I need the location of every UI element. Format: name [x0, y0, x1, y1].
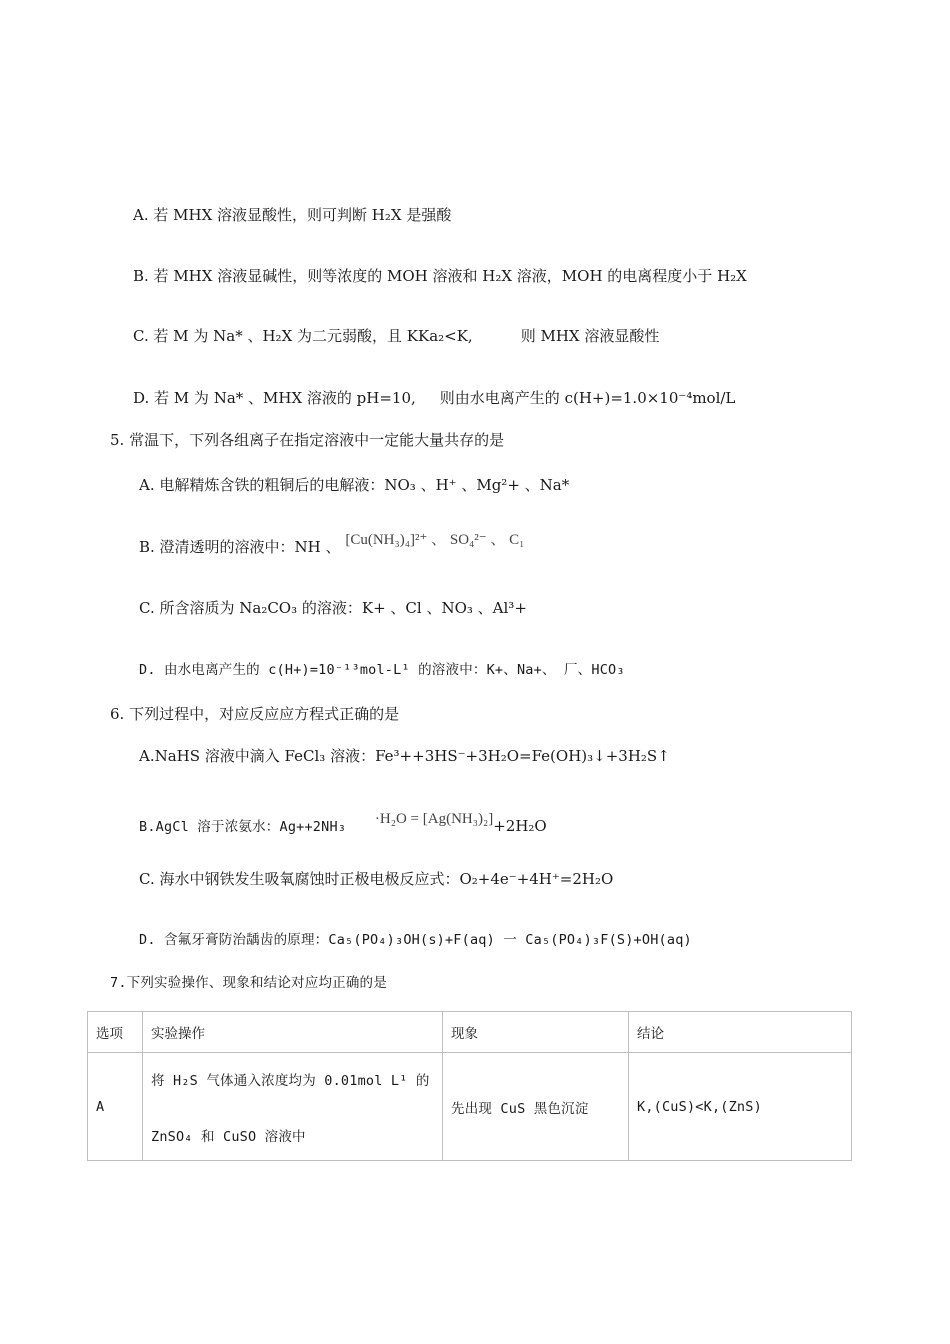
q6-option-b-suffix: +2H₂O: [493, 817, 547, 835]
q4-option-b: B. 若 MHX 溶液显碱性，则等浓度的 MOH 溶液和 H₂X 溶液，MOH 的电离程度小于 H₂X: [133, 267, 747, 285]
row-a-phenomenon: 先出现 CuS 黑色沉淀: [443, 1053, 629, 1161]
row-a-operation-line2: ZnSO₄ 和 CuSO 溶液中: [151, 1128, 306, 1145]
q4-option-c-part2: 则 MHX 溶液显酸性: [520, 327, 660, 345]
q6-option-c: C. 海水中钢铁发生吸氧腐蚀时正极电极反应式：O₂+4e⁻+4H⁺=2H₂O: [139, 870, 614, 888]
q6-stem: 6. 下列过程中，对应反应应方程式正确的是: [110, 705, 400, 723]
q5-option-b-prefix: B. 澄清透明的溶液中：NH 、: [139, 538, 341, 556]
q5-option-b: [139, 532, 525, 558]
q7-stem: 7.下列实验操作、现象和结论对应均正确的是: [110, 975, 387, 991]
q5-option-c: C. 所含溶质为 Na₂CO₃ 的溶液：K+ 、Cl 、NO₃ 、Al³+: [139, 599, 527, 617]
q4-option-a: A. 若 MHX 溶液显酸性，则可判断 H₂X 是强酸: [133, 206, 452, 224]
q5-option-d: D. 由水电离产生的 c(H+)=10⁻¹³mol-L¹ 的溶液中：K+、Na+、 厂、HCO₃: [139, 662, 625, 678]
q7-table: [87, 1011, 852, 1161]
q5-stem: 5. 常温下，下列各组离子在指定溶液中一定能大量共存的是: [110, 431, 505, 449]
q6-option-b: [139, 811, 547, 837]
header-conclusion: 结论: [629, 1012, 852, 1053]
row-a-option: A: [88, 1053, 143, 1161]
q4-option-d: [133, 388, 735, 408]
q4-option-d-part2: 则由水电离产生的 c(H+)=1.0×10⁻⁴mol/L: [439, 389, 736, 407]
row-a-conclusion: K,(CuS)<K,(ZnS): [629, 1053, 852, 1161]
q5-option-b-formula: [Cu(NH₃)₄]²⁺ 、 SO₄²⁻ 、 C₁: [345, 532, 525, 548]
row-a-operation: [143, 1053, 443, 1161]
q6-option-a: A.NaHS 溶液中滴入 FeCl₃ 溶液：Fe³++3HS⁻+3H₂O=Fe(OH)₃↓+3H₂S↑: [139, 747, 670, 765]
header-option: 选项: [88, 1012, 143, 1053]
q4-option-c: [133, 326, 659, 346]
q6-option-b-formula: ·H₂O = [Ag(NH₃)₂]: [374, 811, 494, 827]
table-header-row: [88, 1012, 852, 1053]
header-operation: 实验操作: [143, 1012, 443, 1053]
q6-option-b-prefix: B.AgCl 溶于浓氨水：Ag++2NH₃: [139, 819, 347, 835]
row-a-operation-line1: 将 H₂S 气体通入浓度均为 0.01mol L¹ 的: [151, 1072, 430, 1089]
q6-option-d: D. 含氟牙膏防治龋齿的原理：Ca₅(PO₄)₃OH(s)+F(aq) 一 Ca₅(PO₄)₃F(S)+OH(aq): [139, 932, 692, 948]
table-row: [88, 1053, 852, 1161]
q4-option-d-part1: D. 若 M 为 Na* 、MHX 溶液的 pH=10,: [133, 389, 416, 407]
q5-option-a: A. 电解精炼含铁的粗铜后的电解液：NO₃ 、H⁺ 、Mg²+ 、Na*: [139, 476, 570, 494]
q4-option-c-part1: C. 若 M 为 Na* 、H₂X 为二元弱酸，且 KKa₂<K,: [133, 327, 473, 345]
header-phenomenon: 现象: [443, 1012, 629, 1053]
